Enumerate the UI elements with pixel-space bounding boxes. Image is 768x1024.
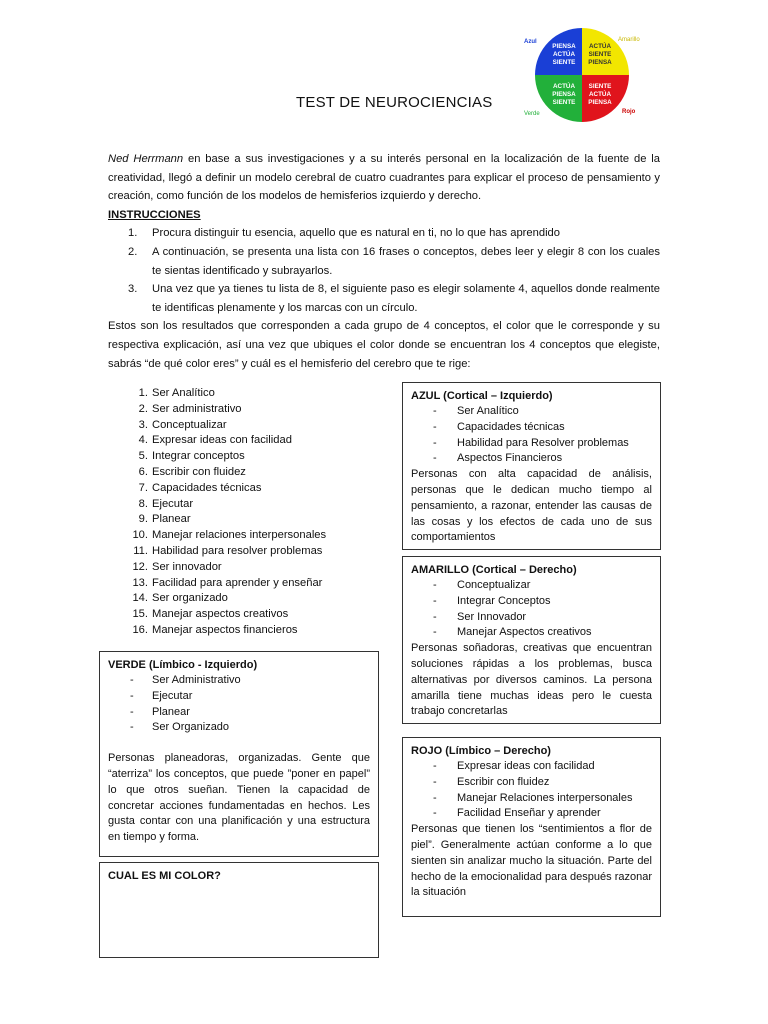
box-azul-desc: Personas con alta capacidad de análisis, personas que le dedican mucho tiempo al pensamiento, a razonar, entender las causas de las cosas y los efectos de cada uno de sus comportamientos	[411, 468, 652, 544]
verde-word-1: ACTÚA	[552, 83, 576, 90]
azul-word-3: SIENTE	[552, 59, 576, 66]
list-item: 1. Ser Analítico	[138, 387, 215, 399]
instruction-item: 3. Una vez que ya tienes tu lista de 8, el siguiente paso es elegir solamente 4, aquellos donde realmente te identificas plenamente y los marcas con un círculo.	[128, 283, 660, 314]
my-color-title: CUAL ES MI COLOR?	[108, 870, 221, 882]
label-amarillo: Amarillo	[618, 37, 640, 43]
label-azul: Azul	[524, 39, 537, 45]
box-rojo-list	[411, 759, 652, 822]
box-amarillo	[402, 556, 661, 724]
list-item: - Ser Organizado	[130, 721, 230, 734]
box-azul-list	[411, 404, 652, 467]
results-paragraph: Estos son los resultados que corresponden a cada grupo de 4 conceptos, el color que le corresponde y su respectiva explicación, así una vez que ubiques el color donde se encuentran los 4 conceptos que elegiste, sabrás “de qué color eres” y cuál es el hemisferio del cerebro que te rige:	[108, 320, 660, 370]
list-item: - Manejar Relaciones interpersonales	[433, 791, 633, 804]
box-rojo	[402, 737, 661, 917]
instruction-item: 2. A continuación, se presenta una lista con 16 frases o conceptos, debes leer y elegir 8 con los cuales te sientas identificado y subrayarlos.	[128, 245, 660, 277]
list-item: 2. Ser administrativo	[138, 402, 242, 415]
list-item: - Conceptualizar	[433, 579, 531, 591]
amarillo-word-2: SIENTE	[588, 51, 612, 58]
amarillo-word-1: ACTÚA	[588, 43, 612, 50]
rojo-word-3: PIENSA	[588, 99, 612, 106]
box-verde	[99, 651, 379, 857]
page-title: TEST DE NEUROCIENCIAS	[296, 94, 493, 111]
list-item: - Ser Administrativo	[130, 674, 241, 686]
box-azul-title: AZUL (Cortical – Izquierdo)	[411, 390, 553, 402]
label-verde: Verde	[524, 111, 540, 117]
box-amarillo-desc: Personas soñadoras, creativas que encuentran soluciones rápidas a los problemas, busca alternativas por diversos caminos. La persona amarilla tiene muchas ideas pero le cuesta trabajo concretarlas	[411, 642, 652, 718]
verde-word-2: PIENSA	[552, 91, 576, 98]
list-item: - Aspectos Financieros	[433, 452, 563, 465]
box-amarillo-list	[411, 578, 652, 641]
list-item: - Manejar Aspectos creativos	[433, 626, 592, 639]
list-item: 8. Ejecutar	[138, 497, 194, 510]
list-item: 3. Conceptualizar	[138, 418, 227, 431]
verde-word-3: SIENTE	[552, 99, 576, 106]
list-item: - Facilidad Enseñar y aprender	[433, 807, 601, 820]
list-item: - Ejecutar	[130, 689, 193, 702]
author-name: Ned Herrmann	[108, 153, 184, 165]
azul-word-1: PIENSA	[552, 43, 576, 50]
instructions-list	[108, 224, 660, 317]
list-item: 15. Manejar aspectos creativos	[132, 608, 289, 621]
list-item: - Ser Innovador	[433, 610, 527, 623]
box-rojo-title: ROJO (Límbico – Derecho)	[411, 745, 551, 757]
rojo-word-1: SIENTE	[588, 83, 612, 90]
list-item: 4. Expresar ideas con facilidad	[138, 434, 292, 447]
list-item: - Capacidades técnicas	[433, 420, 565, 433]
list-item: 5. Integrar conceptos	[138, 450, 245, 463]
list-item: 6. Escribir con fluidez	[138, 465, 246, 478]
intro-section	[108, 150, 660, 373]
list-item: - Habilidad para Resolver problemas	[433, 436, 629, 449]
list-item: 13. Facilidad para aprender y enseñar	[132, 576, 323, 589]
list-item: 11. Habilidad para resolver problemas	[133, 544, 323, 557]
list-item: 7. Capacidades técnicas	[138, 481, 262, 494]
box-amarillo-title: AMARILLO (Cortical – Derecho)	[411, 564, 577, 576]
box-verde-title: VERDE (Límbico - Izquierdo)	[108, 659, 258, 671]
box-azul	[402, 382, 661, 550]
azul-word-2: ACTÚA	[552, 51, 576, 58]
concepts-list	[110, 386, 326, 639]
instruction-item: 1. Procura distinguir tu esencia, aquello que es natural en ti, no lo que has aprendido	[128, 227, 560, 240]
label-rojo: Rojo	[622, 109, 636, 115]
list-item: - Ser Analítico	[433, 405, 519, 417]
box-verde-desc: Personas planeadoras, organizadas. Gente que “aterriza” los conceptos, que puede ”poner en papel” lo que otros sueñan. Tienen la capacidad de concretar acciones fundamentadas en hechos. Les gusta contar con una planificación y una estructura en tiempo y forma.	[108, 752, 370, 844]
list-item: - Escribir con fluidez	[433, 775, 550, 788]
intro-text: en base a sus investigaciones y a su interés personal en la localización de la fuente de la creatividad, llegó a definir un modelo cerebral de cuatro cuadrantes para explicar el proceso de pensamiento y creación, como función de los modelos de hemisferios izquierdo y derecho.	[108, 153, 661, 203]
list-item: - Integrar Conceptos	[433, 594, 551, 607]
rojo-word-2: ACTÚA	[588, 91, 612, 98]
list-item: 10. Manejar relaciones interpersonales	[132, 529, 327, 542]
box-rojo-desc: Personas que tienen los “sentimientos a flor de piel”. Generalmente actúan conforme a lo que sienten sin analizar mucho la situación. Parte del hecho de la emocionalidad para después razonar la situación	[411, 823, 652, 899]
list-item: - Planear	[130, 705, 190, 718]
brain-quadrant-diagram	[522, 27, 642, 123]
instructions-heading: INSTRUCCIONES	[108, 208, 201, 221]
amarillo-word-3: PIENSA	[588, 59, 612, 66]
list-item: 14. Ser organizado	[132, 592, 228, 605]
my-color-box[interactable]	[99, 862, 379, 958]
intro-paragraph	[108, 150, 660, 206]
list-item: 9. Planear	[138, 513, 191, 526]
list-item: 16. Manejar aspectos financieros	[132, 623, 298, 636]
list-item: 12. Ser innovador	[132, 560, 222, 573]
box-verde-list	[108, 673, 370, 736]
list-item: - Expresar ideas con facilidad	[433, 760, 595, 772]
